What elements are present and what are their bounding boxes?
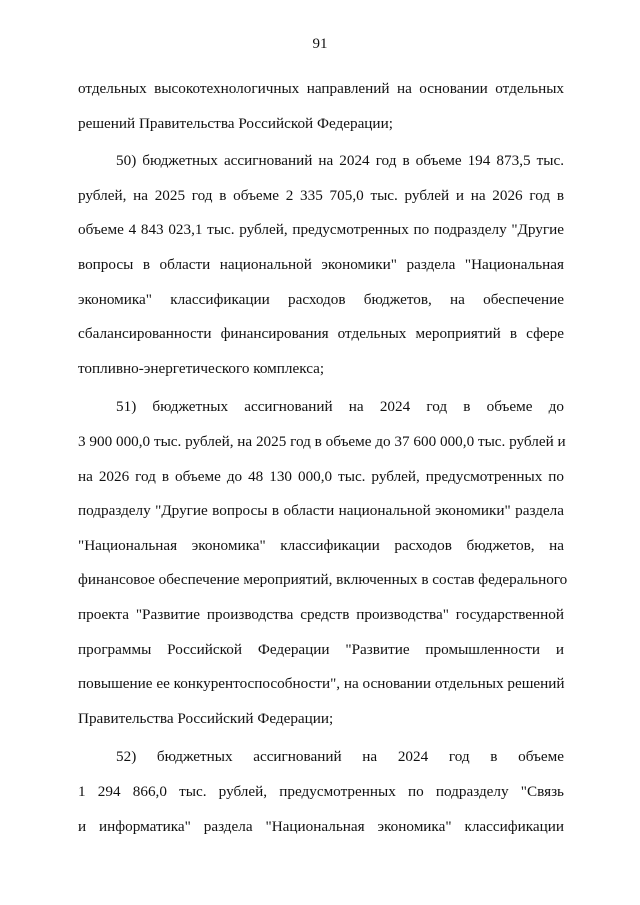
text-line: на 2026 год в объеме до 48 130 000,0 тыс. рублей, предусмотренных по (78, 467, 564, 485)
text-line: вопросы в области национальной экономики" раздела "Национальная (78, 256, 564, 273)
text-line: "Национальная экономика" классификации расходов бюджетов, на (78, 536, 564, 554)
text-line: объеме 4 843 023,1 тыс. рублей, предусмотренных по подразделу "Другие (78, 221, 564, 239)
text-line: и информатика" раздела "Национальная экономика" классификации (78, 817, 564, 835)
text-line: рублей, на 2025 год в объеме 2 335 705,0 тыс. рублей и на 2026 год в (78, 186, 564, 204)
text-line: программы Российской Федерации "Развитие промышленности и (78, 640, 564, 658)
page-number: 91 (312, 36, 328, 52)
text-line: 50) бюджетных ассигнований на 2024 год в объеме 194 873,5 тыс. (116, 152, 564, 170)
text-line: отдельных высокотехнологичных направлений на основании отдельных (78, 80, 564, 97)
text-line: Правительства Российский Федерации; (78, 709, 334, 727)
text-line: 52) бюджетных ассигнований на 2024 год в объеме (116, 748, 564, 766)
text-line: 1 294 866,0 тыс. рублей, предусмотренных по подразделу "Связь (78, 783, 564, 800)
text-line: топливно-энергетического комплекса; (78, 359, 325, 377)
text-line: подразделу "Другие вопросы в области национальной экономики" раздела (78, 502, 564, 520)
text-line: экономика" классификации расходов бюджетов, на обеспечение (78, 290, 564, 308)
text-line: сбалансированности финансирования отдельных мероприятий в сфере (78, 325, 564, 343)
text-line: решений Правительства Российской Федерации; (78, 114, 393, 132)
text-line: финансовое обеспечение мероприятий, включенных в состав федерального (78, 571, 568, 589)
text-line: повышение ее конкурентоспособности", на основании отдельных решений (78, 675, 565, 693)
text-line: проекта "Развитие производства средств производства" государственной (78, 606, 564, 623)
text-line: 3 900 000,0 тыс. рублей, на 2025 год в объеме до 37 600 000,0 тыс. рублей и (78, 433, 566, 450)
text-line: 51) бюджетных ассигнований на 2024 год в объеме до (116, 398, 564, 416)
